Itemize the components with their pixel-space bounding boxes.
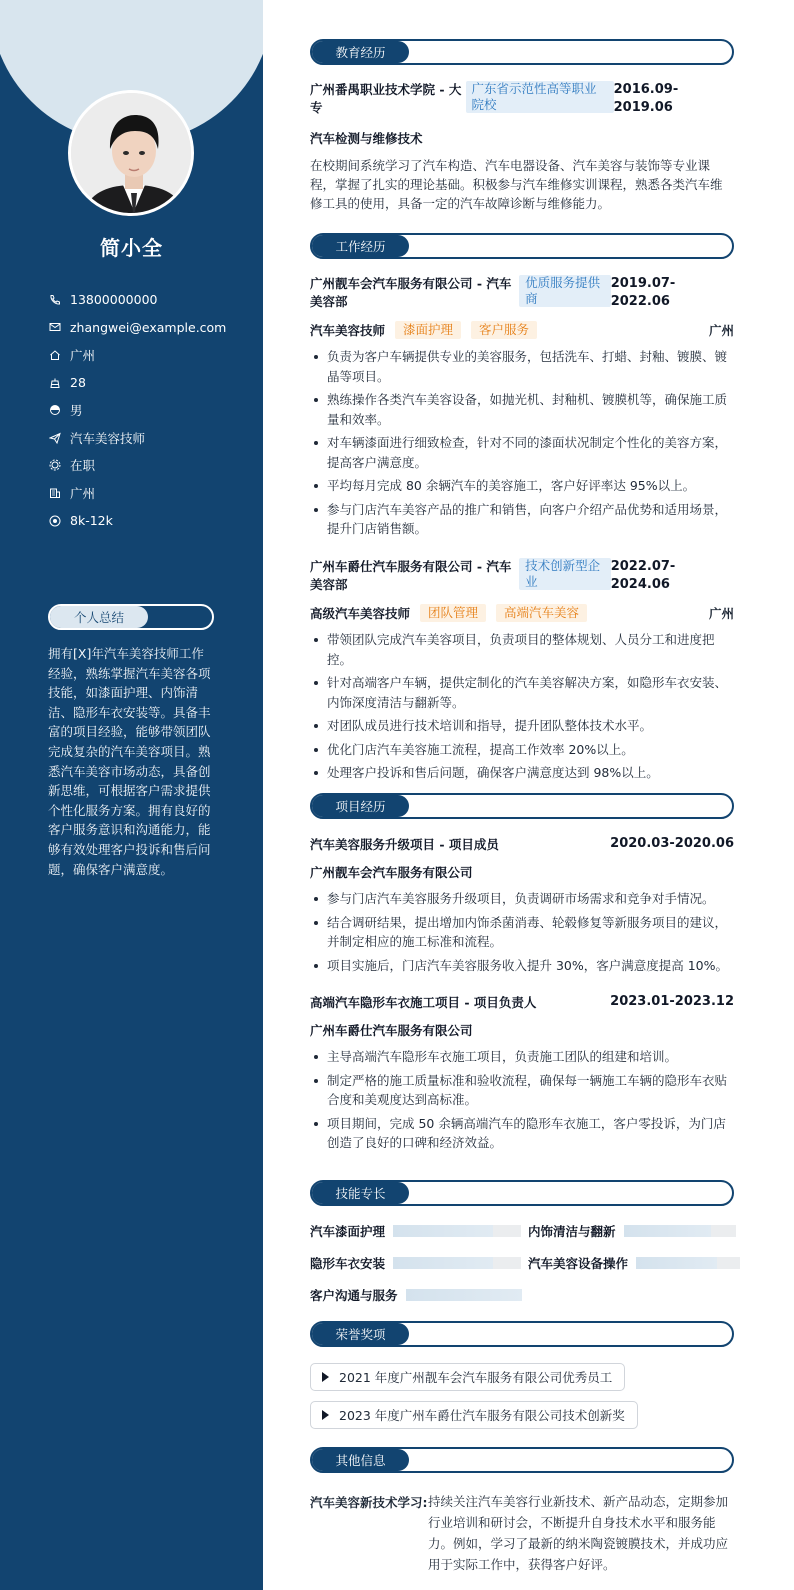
skill-name: 客户沟通与服务 [310, 1288, 398, 1303]
job-role: 汽车美容技师 [310, 323, 386, 338]
education-description: 在校期间系统学习了汽车构造、汽车电器设备、汽车美容与装饰等专业课程，掌握了扎实的理论基础。积极参与汽车维修实训课程，熟悉各类汽车维修工具的使用，具备一定的汽车故障诊断与维修能力。 [310, 158, 723, 211]
education-section-header [310, 39, 734, 65]
award-item [310, 1401, 638, 1429]
list-item: 对车辆漆面进行细致检查，针对不同的漆面状况制定个性化的美容方案，提高客户满意度。 [310, 433, 734, 472]
info-text: 在职 [70, 458, 96, 474]
phone-icon [48, 293, 62, 307]
job-location: 广州 [708, 323, 734, 338]
company-name: 广州车爵仕汽车服务有限公司 - 汽车美容部 [310, 559, 512, 592]
education-entry [310, 81, 734, 213]
building-icon [48, 486, 62, 500]
company-name: 广州靓车会汽车服务有限公司 - 汽车美容部 [310, 276, 512, 309]
skill-level-bar [624, 1225, 736, 1237]
skill-level-fill [636, 1257, 717, 1269]
salary-icon [48, 514, 62, 528]
job-tag: 客户服务 [471, 321, 537, 339]
skill-level-bar [636, 1257, 740, 1269]
projects-section-header [310, 793, 734, 819]
skill-level-fill [406, 1289, 522, 1301]
work-section-header [310, 233, 734, 259]
skill-name: 内饰清洁与翻新 [528, 1224, 616, 1239]
company-badge: 技术创新型企业 [519, 558, 611, 590]
award-item [310, 1363, 625, 1391]
caret-right-icon [322, 1410, 329, 1420]
job-location: 广州 [708, 606, 734, 621]
job-entry [310, 558, 734, 787]
summary-title: 个人总结 [50, 606, 148, 628]
list-item: 参与门店汽车美容服务升级项目，负责调研市场需求和竞争对手情况。 [310, 889, 734, 909]
project-date: 2023.01-2023.12 [610, 994, 734, 1009]
send-icon [48, 431, 62, 445]
project-date: 2020.03-2020.06 [610, 836, 734, 851]
info-text: 汽车美容技师 [70, 430, 146, 446]
other-section-header [310, 1447, 734, 1473]
age-icon [48, 376, 62, 390]
list-item: 制定严格的施工质量标准和验收流程，确保每一辆施工车辆的隐形车衣贴合度和美观度达到高标准。 [310, 1071, 734, 1110]
info-age [48, 369, 226, 397]
skill-level-bar [393, 1225, 521, 1237]
list-item: 优化门店汽车美容施工流程，提高工作效率 20%以上。 [310, 740, 734, 760]
job-role-row [310, 604, 734, 622]
info-text: 广州 [70, 485, 96, 501]
list-item: 熟练操作各类汽车美容设备，如抛光机、封釉机、镀膜机等，确保施工质量和效率。 [310, 390, 734, 429]
skill-item [310, 1222, 521, 1240]
info-city [48, 341, 226, 369]
avatar [68, 90, 194, 216]
info-workplace [48, 479, 226, 507]
skill-level-bar [393, 1257, 521, 1269]
job-role-row [310, 321, 734, 339]
info-phone [48, 286, 226, 314]
job-duties [310, 630, 734, 783]
list-item: 参与门店汽车美容产品的推广和销售，向客户介绍产品优势和适用场景，提升门店销售额。 [310, 500, 734, 539]
mail-icon [48, 320, 62, 334]
project-entry [310, 993, 734, 1157]
home-icon [48, 348, 62, 362]
gender-icon [48, 403, 62, 417]
job-date: 2022.07-2024.06 [610, 559, 676, 592]
skills-title: 技能专长 [312, 1182, 409, 1204]
info-position [48, 424, 226, 452]
info-text: zhangwei@example.com [70, 319, 227, 335]
info-gender [48, 396, 226, 424]
project-org: 广州车爵仕汽车服务有限公司 [310, 1023, 473, 1038]
job-tag: 漆面护理 [395, 321, 461, 339]
list-item: 项目实施后，门店汽车美容服务收入提升 30%，客户满意度提高 10%。 [310, 956, 734, 976]
info-status [48, 452, 226, 480]
skill-level-fill [393, 1225, 493, 1237]
skill-name: 汽车美容设备操作 [528, 1256, 629, 1271]
job-entry [310, 275, 734, 543]
skill-item [528, 1222, 736, 1240]
project-bullets [310, 1047, 734, 1153]
summary-text: 拥有[X]年汽车美容技师工作经验，熟练掌握汽车美容各项技能，如漆面护理、内饰清洁、隐形车衣安装等。具备丰富的项目经验，能够带领团队完成复杂的汽车美容项目。熟悉汽车美容市场动态，具备创新思维，可根据客户需求提供个性化服务方案。拥有良好的客户服务意识和沟通能力，能够有效处理客户投诉和售后问题，确保客户满意度。 [48, 646, 211, 877]
list-item: 主导高端汽车隐形车衣施工项目，负责施工团队的组建和培训。 [310, 1047, 734, 1067]
job-role: 高级汽车美容技师 [310, 606, 411, 621]
award-text: 2023 年度广州车爵仕汽车服务有限公司技术创新奖 [339, 1408, 625, 1423]
info-text: 28 [70, 375, 86, 391]
info-text: 男 [70, 403, 83, 419]
list-item: 结合调研结果，提出增加内饰杀菌消毒、轮毂修复等新服务项目的建议，并制定相应的施工标准和流程。 [310, 913, 734, 952]
info-salary [48, 507, 226, 535]
other-text: 持续关注汽车美容行业新技术、新产品动态，定期参加行业培训和研讨会，不断提升自身技术水平和服务能力。例如，学习了最新的纳米陶瓷镀膜技术，并成功应用于实际工作中，获得客户好评。 [428, 1494, 729, 1572]
candidate-name: 简小全 [100, 236, 163, 260]
list-item: 对团队成员进行技术培训和指导，提升团队整体技术水平。 [310, 716, 734, 736]
other-title: 其他信息 [312, 1449, 409, 1471]
projects-title: 项目经历 [312, 795, 409, 817]
skill-item [528, 1254, 740, 1272]
job-duties [310, 347, 734, 539]
job-tag: 高端汽车美容 [496, 604, 587, 622]
education-title: 教育经历 [312, 41, 409, 63]
work-title: 工作经历 [312, 235, 409, 257]
education-major: 汽车检测与维修技术 [310, 131, 423, 146]
list-item: 负责为客户车辆提供专业的美容服务，包括洗车、打蜡、封釉、镀膜、镀晶等项目。 [310, 347, 734, 386]
other-label: 汽车美容新技术学习: [310, 1495, 428, 1510]
list-item: 处理客户投诉和售后问题，确保客户满意度达到 98%以上。 [310, 763, 734, 783]
school-badge: 广东省示范性高等职业院校 [466, 81, 614, 113]
caret-right-icon [322, 1372, 329, 1382]
job-date: 2019.07-2022.06 [610, 276, 676, 309]
skill-item [310, 1286, 522, 1304]
skill-item [310, 1254, 521, 1272]
education-date: 2016.09-2019.06 [613, 82, 679, 115]
skill-level-fill [624, 1225, 711, 1237]
info-email [48, 314, 226, 342]
list-item: 针对高端客户车辆，提供定制化的汽车美容解决方案，如隐形车衣安装、内饰深度清洁与翻新等。 [310, 673, 734, 712]
list-item: 平均每月完成 80 余辆汽车的美容施工，客户好评率达 95%以上。 [310, 476, 734, 496]
job-tag: 团队管理 [420, 604, 486, 622]
awards-title: 荣誉奖项 [312, 1323, 409, 1345]
project-entry [310, 835, 734, 979]
award-text: 2021 年度广州靓车会汽车服务有限公司优秀员工 [339, 1370, 613, 1385]
list-item: 带领团队完成汽车美容项目，负责项目的整体规划、人员分工和进度把控。 [310, 630, 734, 669]
skills-section-header [310, 1180, 734, 1206]
skill-level-fill [393, 1257, 493, 1269]
skill-name: 汽车漆面护理 [310, 1224, 386, 1239]
list-item: 项目期间，完成 50 余辆高端汽车的隐形车衣施工，客户零投诉，为门店创造了良好的口碑和经济效益。 [310, 1114, 734, 1153]
project-name: 高端汽车隐形车衣施工项目 - 项目负责人 [310, 995, 537, 1010]
company-badge: 优质服务提供商 [519, 275, 611, 307]
info-text: 广州 [70, 347, 96, 363]
contact-info-list [48, 286, 226, 534]
project-org: 广州靓车会汽车服务有限公司 [310, 865, 473, 880]
skill-name: 隐形车衣安装 [310, 1256, 386, 1271]
sidebar [0, 0, 263, 1590]
awards-section-header [310, 1321, 734, 1347]
info-text: 13800000000 [70, 292, 158, 308]
summary-section-header [48, 604, 214, 630]
info-text: 8k-12k [70, 513, 113, 529]
project-bullets [310, 889, 734, 975]
status-icon [48, 458, 62, 472]
project-name: 汽车美容服务升级项目 - 项目成员 [310, 837, 499, 852]
skill-level-bar [406, 1289, 522, 1301]
school-name: 广州番禺职业技术学院 - 大专 [310, 82, 462, 115]
